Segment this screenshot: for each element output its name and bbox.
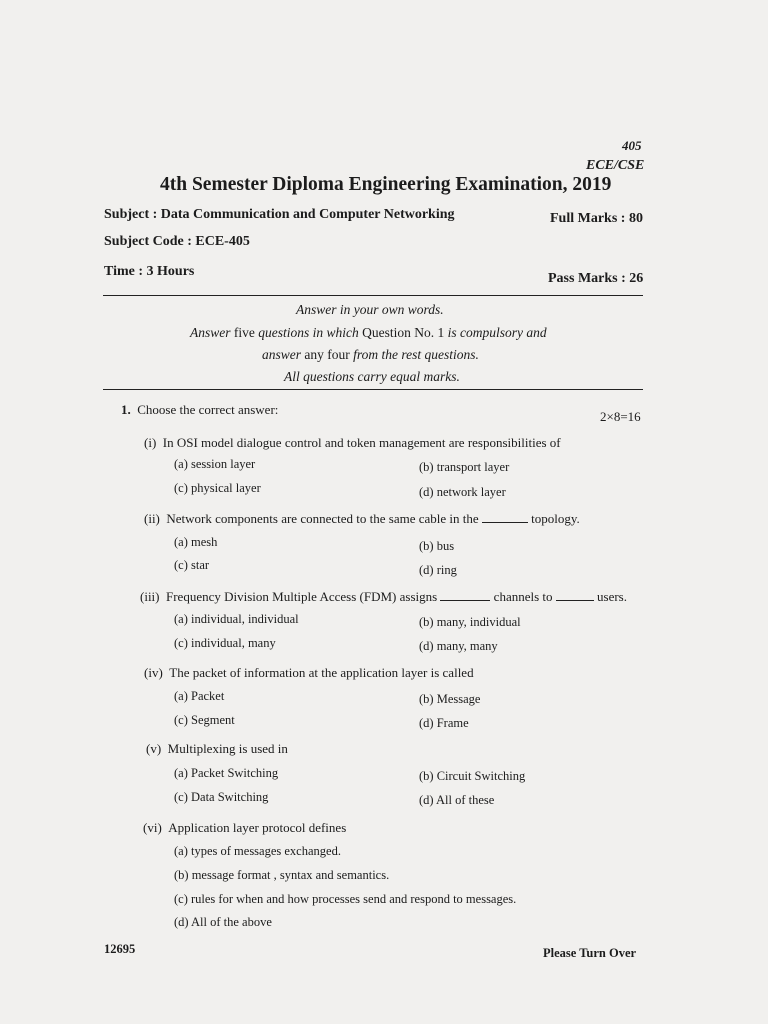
instruction-text: is compulsory and bbox=[447, 325, 547, 340]
sub-question-iv bbox=[144, 665, 474, 681]
option: (b) message format , syntax and semantics. bbox=[174, 868, 390, 882]
instruction-line-1: Answer in your own words. bbox=[296, 302, 444, 317]
sub-question-number: (i) bbox=[144, 435, 157, 450]
option: (d) All of these bbox=[419, 793, 495, 807]
instruction-text: questions in which bbox=[258, 325, 359, 340]
sub-question-number: (v) bbox=[146, 741, 162, 756]
option: (d) Frame bbox=[419, 716, 469, 730]
option: (b) Message bbox=[419, 692, 481, 706]
instruction-text: Question No. 1 bbox=[358, 325, 448, 340]
branch-label: ECE/CSE bbox=[586, 158, 645, 173]
option: (a) Packet Switching bbox=[174, 766, 279, 780]
instruction-text: answer bbox=[262, 347, 302, 362]
option: (d) network layer bbox=[419, 485, 506, 499]
option: (b) transport layer bbox=[419, 460, 510, 474]
option: (c) Segment bbox=[174, 713, 235, 727]
option: (c) Data Switching bbox=[174, 790, 269, 804]
paper-serial: 12695 bbox=[104, 942, 136, 956]
instructions-rule bbox=[103, 389, 643, 390]
question-prompt: Choose the correct answer: bbox=[137, 402, 279, 417]
instruction-line-2 bbox=[190, 325, 547, 341]
sub-question-number: (ii) bbox=[144, 511, 160, 526]
sub-question-text: Frequency Division Multiple Access (FDM) assigns bbox=[166, 589, 438, 604]
option: (c) star bbox=[174, 558, 210, 572]
sub-question-text: In OSI model dialogue control and token management are responsibilities of bbox=[162, 435, 561, 450]
option: (d) ring bbox=[419, 563, 457, 577]
subject-code: Subject Code : ECE-405 bbox=[104, 234, 250, 249]
blank-line bbox=[482, 512, 528, 523]
subject-label: Subject : Data Communication and Computer Networking bbox=[104, 207, 455, 222]
sub-question-v bbox=[146, 741, 288, 757]
option: (b) many, individual bbox=[419, 615, 521, 629]
option: (a) session layer bbox=[174, 457, 256, 471]
option: (b) bus bbox=[419, 539, 455, 553]
instruction-text: Answer bbox=[190, 325, 231, 340]
instruction-line-3 bbox=[262, 347, 479, 363]
sub-question-number: (iii) bbox=[140, 589, 160, 604]
sub-question-text: users. bbox=[597, 589, 627, 604]
option: (b) Circuit Switching bbox=[419, 769, 526, 783]
paper-code: 405 bbox=[622, 138, 642, 153]
sub-question-text: The packet of information at the application layer is called bbox=[169, 665, 474, 680]
sub-question-text: topology. bbox=[531, 511, 580, 526]
option: (d) many, many bbox=[419, 639, 498, 653]
option: (a) individual, individual bbox=[174, 612, 299, 626]
full-marks: Full Marks : 80 bbox=[550, 211, 643, 226]
sub-question-ii bbox=[144, 511, 580, 527]
instruction-line-4: All questions carry equal marks. bbox=[284, 369, 460, 384]
instruction-text: five bbox=[230, 325, 259, 340]
sub-question-i bbox=[144, 435, 561, 451]
sub-question-iii bbox=[140, 589, 627, 605]
option: (a) types of messages exchanged. bbox=[174, 844, 341, 858]
sub-question-text: channels to bbox=[493, 589, 553, 604]
sub-question-text: Application layer protocol defines bbox=[168, 820, 347, 835]
sub-question-text: Multiplexing is used in bbox=[167, 741, 288, 756]
sub-question-number: (iv) bbox=[144, 665, 163, 680]
sub-question-text: Network components are connected to the same cable in the bbox=[166, 511, 479, 526]
option: (c) individual, many bbox=[174, 636, 276, 650]
option: (a) mesh bbox=[174, 535, 218, 549]
sub-question-number: (vi) bbox=[143, 820, 162, 835]
time-label: Time : 3 Hours bbox=[104, 264, 195, 279]
question-1-heading bbox=[121, 402, 278, 418]
header-rule bbox=[103, 295, 643, 296]
blank-line bbox=[440, 590, 490, 601]
sub-question-vi bbox=[143, 820, 346, 836]
question-number: 1. bbox=[121, 402, 131, 417]
option: (c) rules for when and how processes send and respond to messages. bbox=[174, 892, 517, 906]
please-turn-over: Please Turn Over bbox=[543, 946, 637, 960]
option: (c) physical layer bbox=[174, 481, 261, 495]
question-1-marks: 2×8=16 bbox=[600, 409, 641, 424]
instruction-text: any four bbox=[301, 347, 354, 362]
blank-line bbox=[556, 590, 594, 601]
option: (d) All of the above bbox=[174, 915, 272, 929]
exam-title: 4th Semester Diploma Engineering Examination, 2019 bbox=[160, 174, 612, 195]
pass-marks: Pass Marks : 26 bbox=[548, 271, 644, 286]
instruction-text: from the rest questions. bbox=[353, 347, 479, 362]
option: (a) Packet bbox=[174, 689, 225, 703]
